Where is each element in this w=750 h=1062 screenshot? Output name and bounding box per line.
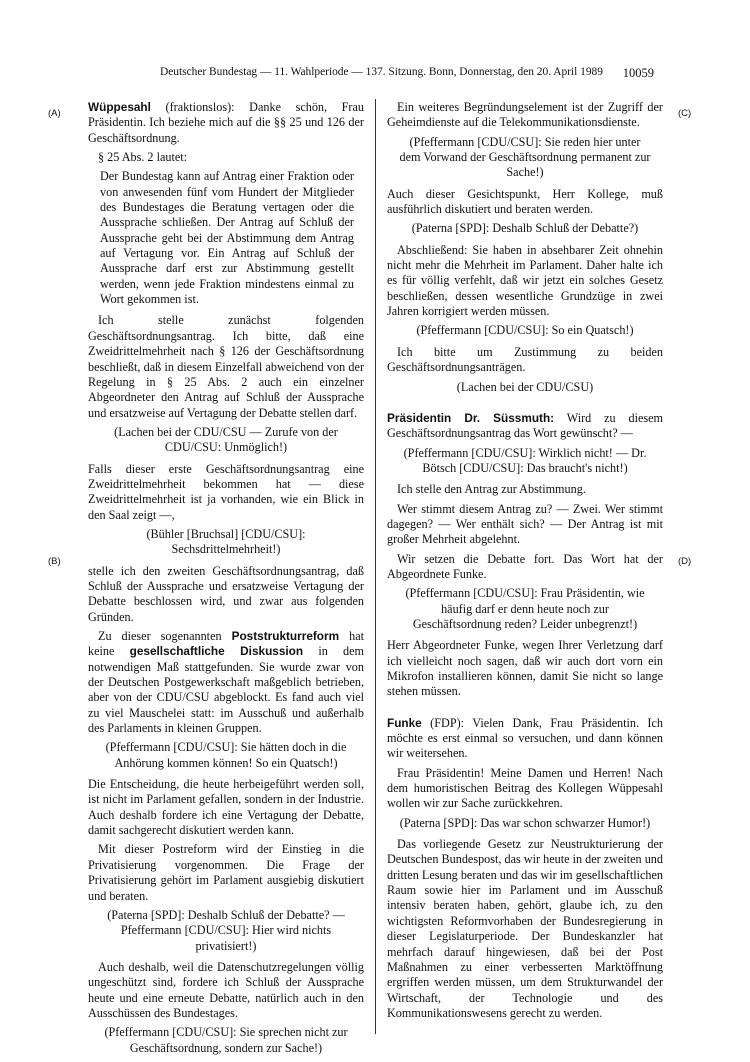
interjection: (Pfeffermann [CDU/CSU]: Sie reden hier unter dem Vorwand der Geschäftsordnung permanent zur Sache!) — [399, 134, 651, 180]
margin-mark-b: (B) — [48, 556, 61, 567]
interjection: (Lachen bei der CDU/CSU — Zurufe von der CDU/CSU: Unmöglich!) — [114, 424, 338, 455]
margin-mark-d: (D) — [678, 556, 692, 567]
paragraph: Wer stimmt diesem Antrag zu? — Zwei. Wer stimmt dagegen? — Wer enthält sich? — Der Antrag ist mit großer Mehrheit abgelehnt. — [387, 501, 663, 547]
interjection: (Pfeffermann [CDU/CSU]: Wirklich nicht! — Dr. Bötsch [CDU/CSU]: Das braucht's nicht!) — [403, 445, 647, 475]
speech-text: (fraktionslos): Danke schön, Frau Präsidentin. Ich beziehe mich auf die §§ 25 und 126 der Geschäftsordnung. — [88, 100, 364, 145]
speaker-name: Wüppesahl — [88, 100, 151, 114]
paragraph: Auch dieser Gesichtspunkt, Herr Kollege, muß ausführlich diskutiert und beraten werden. — [387, 186, 663, 217]
text: Zu dieser sogenannten — [98, 629, 232, 643]
interjection: (Paterna [SPD]: Deshalb Schluß der Debatte?) — [411, 221, 639, 236]
paragraph: Herr Abgeordneter Funke, wegen Ihrer Verletzung darf ich vielleicht noch sagen, daß wir auch dort vorn ein Mikrofon installieren können, damit Sie nicht so lange stehen müssen. — [387, 638, 663, 699]
statute-quote: Der Bundestag kann auf Antrag einer Fraktion oder von anwesenden fünf vom Hundert der Mitglieder des Bundestages die Beratung vertagen oder die Aussprache schließen. Der Antrag auf Schluß der Aussprache geht bei der Abstimmung dem Antrag auf Vertagung vor. Ein Antrag auf Schluß der Aussprache darf erst zur Abstimmung gestellt werden, wenn jede Fraktion mindestens einmal zu Wort gekommen ist. — [100, 169, 354, 307]
paragraph: Auch deshalb, weil die Datenschutzregelungen völlig ungeschützt sind, fordere ich Schluß der Aussprache heute und eine erneute Debatte, natürlich auch in den Ausschüssen des Bundestages. — [88, 959, 364, 1020]
interjection: (Pfeffermann [CDU/CSU]: So ein Quatsch!) — [416, 323, 634, 338]
paragraph: Ich stelle den Antrag zur Abstimmung. — [397, 482, 586, 497]
paragraph: Frau Präsidentin! Meine Damen und Herren! Nach dem humoristischen Beitrag des Kollegen Wüppesahl wollen wir zur Sache zurückkehren. — [387, 765, 663, 811]
speech-funke — [387, 716, 663, 762]
paragraph: Mit dieser Postreform wird der Einstieg in die Privatisierung vorgenommen. Die Frage der Privatisierung gehört im Parlament ausgiebig diskutiert und beraten. — [88, 842, 364, 903]
paragraph: Ich stelle zunächst folgenden Geschäftsordnungsantrag. Ich bitte, daß eine Zweidrittelmehrheit nach § 126 der Geschäftsordnung beschließt, daß in diesem Einzelfall abweichend von der Regelung in § 25 Abs. 2 auch ein einzelner Abgeordneter den Antrag auf Schluß der Aussprache und ersatzweise auf Vertagung der Debatte stellen darf. — [88, 313, 364, 420]
paragraph: Das vorliegende Gesetz zur Neustrukturierung der Deutschen Bundespost, das wir heute in der zweiten und dritten Lesung beraten und das wir im gesellschaftlichen Raum sowie hier im Parlament und im Ausschuß intensiv beraten haben, gehört, glaube ich, zu den wichtigsten Reformvorhaben der Bundesregierung in dieser Legislaturperiode. Der Bundeskanzler hat mehrfach darauf hingewiesen, daß bei der Post Maßnahmen zu einer verbesserten Marktöffnung ergriffen werden müssen, um dem Strukturwandel der Wirtschaft, der Technologie und des Kommunikationswesens gerecht zu werden. — [387, 837, 663, 1020]
text: hat keine — [88, 629, 365, 659]
interjection: (Pfeffermann [CDU/CSU]: Frau Präsidentin, wie häufig darf er denn heute noch zur Geschäftsordnung reden? Leider unbegrenzt!) — [405, 586, 645, 631]
column-divider — [375, 99, 376, 1034]
interjection: (Paterna [SPD]: Deshalb Schluß der Debatte? — Pfeffermann [CDU/CSU]: Hier wird nichts privatisiert!) — [107, 907, 345, 953]
text: in dem notwendigen Maß stattgefunden. Sie wurde zwar von der Deutschen Postgewerkschaft maßgeblich betrieben, aber von der CDU/CSU abgeblockt. Es fand auch viel zu viel Mauschelei statt: im Ausschuß und außerhalb des Parlaments in kleinen Gruppen. — [88, 644, 364, 736]
speaker-name: Präsidentin Dr. Süssmuth: — [387, 410, 555, 425]
page-number: 10059 — [622, 66, 654, 80]
interjection: (Bühler [Bruchsal] [CDU/CSU]: Sechsdrittelmehrheit!) — [146, 526, 306, 557]
paragraph: stelle ich den zweiten Geschäftsordnungsantrag, daß Schluß der Aussprache und ersatzweise Vertagung der Debatte beschlossen wird, und zwar aus folgenden Gründen. — [88, 563, 364, 624]
right-column — [387, 100, 663, 1025]
keyword: gesellschaftliche Diskussion — [129, 644, 304, 659]
keyword: Poststrukturreform — [231, 629, 340, 643]
interjection: (Pfeffermann [CDU/CSU]: Sie sprechen nicht zur Geschäftsordnung, sondern zur Sache!) — [104, 1025, 348, 1055]
paragraph: Ein weiteres Begründungselement ist der Zugriff der Geheimdienste auf die Telekommunikationsdienste. — [387, 100, 663, 130]
header-text: Deutscher Bundestag — 11. Wahlperiode — 137. Sitzung. Bonn, Donnerstag, den 20. April 1989 — [160, 66, 603, 78]
paragraph: § 25 Abs. 2 lautet: — [98, 150, 188, 165]
interjection: (Paterna [SPD]: Das war schon schwarzer Humor!) — [399, 815, 651, 830]
paragraph — [88, 629, 364, 736]
paragraph: Wir setzen die Debatte fort. Das Wort hat der Abgeordnete Funke. — [387, 551, 663, 581]
interjection: (Pfeffermann [CDU/CSU]: Sie hätten doch in die Anhörung kommen können! So ein Quatsch!) — [105, 740, 347, 770]
speech-text: (FDP): Vielen Dank, Frau Präsidentin. Ich möchte es erst einmal so versuchen, und dann können wir weitersehen. — [387, 715, 663, 761]
speech-wueppesahl — [88, 100, 364, 146]
margin-mark-a: (A) — [48, 108, 61, 119]
left-column — [88, 100, 364, 1062]
speaker-name: Funke — [387, 715, 422, 730]
page-header — [0, 66, 750, 84]
speech-text: Wird zu diesem Geschäftsordnungsantrag das Wort gewünscht? — — [387, 410, 663, 441]
margin-mark-c: (C) — [678, 108, 692, 119]
paragraph: Die Entscheidung, die heute herbeigeführt werden soll, ist nicht im Parlament gefallen, sondern in der Industrie. Auch deshalb fordere ich eine Vertagung der Debatte, damit sachgerecht diskutiert werden kann. — [88, 777, 364, 838]
paragraph: Ich bitte um Zustimmung zu beiden Geschäftsordnungsanträgen. — [387, 344, 663, 375]
interjection: (Lachen bei der CDU/CSU) — [456, 379, 594, 394]
paragraph: Abschließend: Sie haben in absehbarer Zeit ohnehin nicht mehr die Mehrheit im Parlament. Daher halte ich es für völlig verfehlt, daß wir jetzt ein solches Gesetz beschließen, dessen wesentliche Grundzüge in zwei Jahren korrigiert werden müssen. — [387, 242, 663, 319]
speech-suessmuth — [387, 411, 663, 442]
paragraph: Falls dieser erste Geschäftsordnungsantrag eine Zweidrittelmehrheit bekommen hat — diese Zweidrittelmehrheit ist ja vorhanden, wie ein Blick in den Saal zeigt —, — [88, 461, 364, 522]
